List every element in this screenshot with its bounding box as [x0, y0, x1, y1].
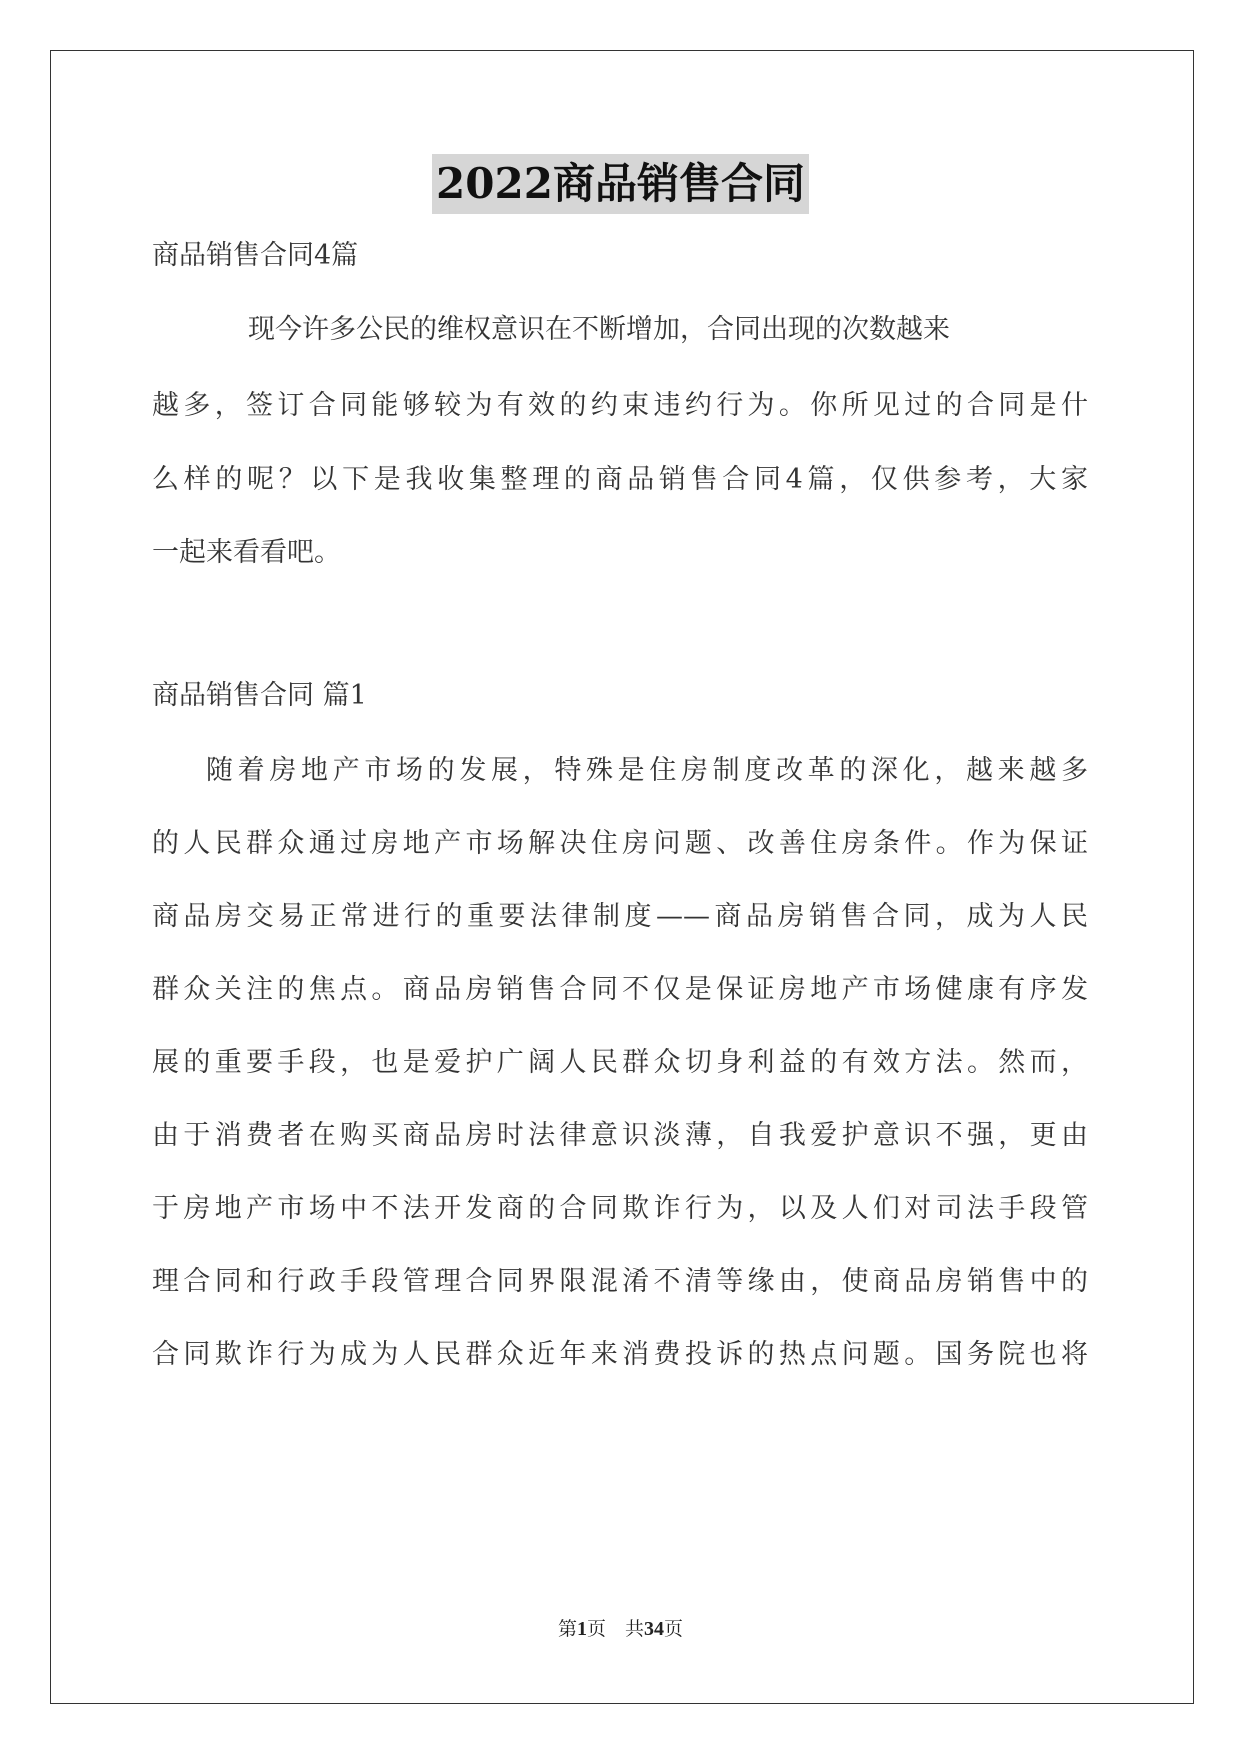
- intro-line-3: 么样的呢？以下是我收集整理的商品销售合同4篇，仅供参考，大家: [152, 464, 1088, 495]
- page-mid: 页 共: [586, 1618, 644, 1640]
- body-line-3: 商品房交易正常进行的重要法律制度——商品房销售合同，成为人民: [152, 901, 1088, 932]
- page-prefix: 第: [557, 1618, 577, 1640]
- body-line-6: 由于消费者在购买商品房时法律意识淡薄，自我爱护意识不强，更由: [152, 1120, 1088, 1151]
- subtitle: 商品销售合同4篇: [152, 240, 359, 271]
- body-line-5: 展的重要手段，也是爱护广阔人民群众切身利益的有效方法。然而，: [152, 1047, 1088, 1078]
- title-container: [0, 154, 1241, 214]
- intro-line-2: 越多，签订合同能够较为有效的约束违约行为。你所见过的合同是什: [152, 390, 1088, 421]
- document-title: 2022商品销售合同: [432, 154, 809, 214]
- body-line-4: 群众关注的焦点。商品房销售合同不仅是保证房地产市场健康有序发: [152, 974, 1088, 1005]
- intro-line-4: 一起来看看吧。: [152, 537, 341, 568]
- page-total: 34: [644, 1618, 664, 1640]
- intro-line-1: 现今许多公民的维权意识在不断增加，合同出现的次数越来: [248, 314, 950, 345]
- body-line-9: 合同欺诈行为成为人民群众近年来消费投诉的热点问题。国务院也将: [152, 1339, 1088, 1370]
- page-footer: [0, 1614, 1241, 1641]
- page-suffix: 页: [664, 1618, 684, 1640]
- section-heading: 商品销售合同 篇1: [152, 680, 367, 711]
- body-line-1: 随着房地产市场的发展，特殊是住房制度改革的深化，越来越多: [206, 755, 1088, 786]
- body-line-7: 于房地产市场中不法开发商的合同欺诈行为，以及人们对司法手段管: [152, 1193, 1088, 1224]
- body-line-2: 的人民群众通过房地产市场解决住房问题、改善住房条件。作为保证: [152, 828, 1088, 859]
- page-border: [50, 50, 1194, 1704]
- page-current: 1: [576, 1618, 587, 1640]
- body-line-8: 理合同和行政手段管理合同界限混淆不清等缘由，使商品房销售中的: [152, 1266, 1088, 1297]
